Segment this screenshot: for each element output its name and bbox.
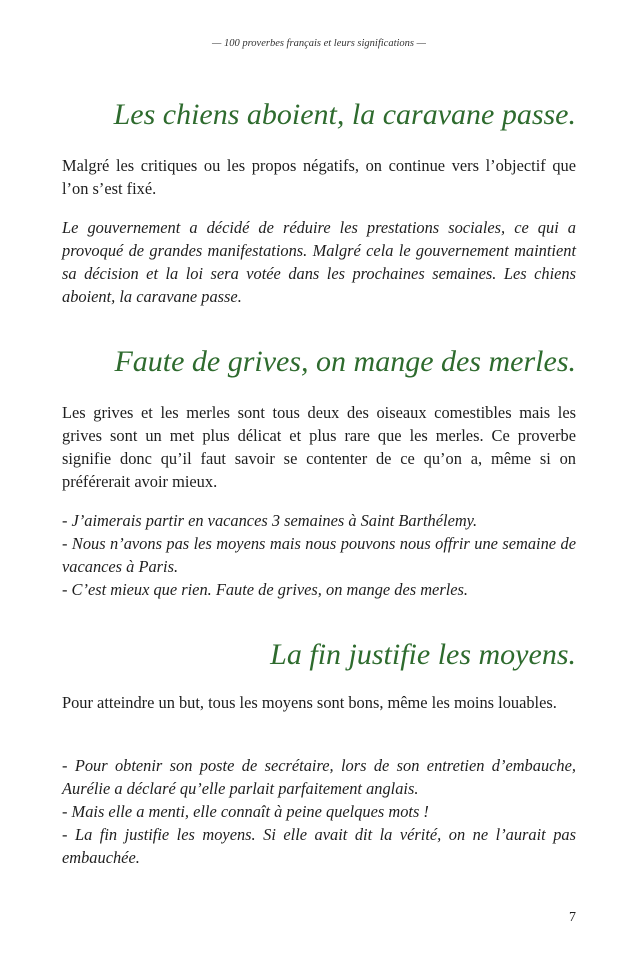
proverb-title-1: Les chiens aboient, la caravane passe. bbox=[113, 98, 576, 131]
proverb-meaning-2: Les grives et les merles sont tous deux des oiseaux comestibles mais les grives sont un met plus délicat et plus rare que les merles. Ce proverbe signifie donc qu’il faut savoir se contenter de ce qu’on a, même si on préférerait avoir mieux. bbox=[62, 403, 576, 491]
dialogue-line: - Pour obtenir son poste de secrétaire, lors de son entretien d’embauche, Aurélie a déclaré qu’elle parlait parfaitement anglais. bbox=[62, 756, 576, 798]
dialogue-line: - Nous n’avons pas les moyens mais nous pouvons nous offrir une semaine de vacances à Paris. bbox=[62, 534, 576, 576]
dialogue-line: - Mais elle a menti, elle connaît à peine quelques mots ! bbox=[62, 802, 429, 821]
dialogue-line: - J’aimerais partir en vacances 3 semaines à Saint Barthélemy. bbox=[62, 511, 478, 530]
dialogue-line: - La fin justifie les moyens. Si elle avait dit la vérité, on ne l’aurait pas embauchée. bbox=[62, 825, 576, 867]
proverb-dialogue-3 bbox=[62, 754, 576, 869]
proverb-meaning-1: Malgré les critiques ou les propos négatifs, on continue vers l’objectif que l’on s’est fixé. bbox=[62, 156, 576, 198]
proverb-dialogue-2 bbox=[62, 509, 576, 601]
book-page bbox=[62, 0, 576, 957]
proverb-example-1: Le gouvernement a décidé de réduire les prestations sociales, ce qui a provoqué de grandes manifestations. Malgré cela le gouvernement maintient sa décision et la loi sera votée dans les prochaines semaines. Les chiens aboient, la caravane passe. bbox=[62, 218, 576, 306]
running-head: — 100 proverbes français et leurs significations — bbox=[212, 38, 426, 49]
proverb-title-3: La fin justifie les moyens. bbox=[270, 638, 576, 671]
page-number: 7 bbox=[569, 910, 576, 925]
proverb-meaning-3: Pour atteindre un but, tous les moyens sont bons, même les moins louables. bbox=[62, 693, 557, 712]
proverb-title-2: Faute de grives, on mange des merles. bbox=[114, 345, 576, 378]
dialogue-line: - C’est mieux que rien. Faute de grives, on mange des merles. bbox=[62, 580, 469, 599]
